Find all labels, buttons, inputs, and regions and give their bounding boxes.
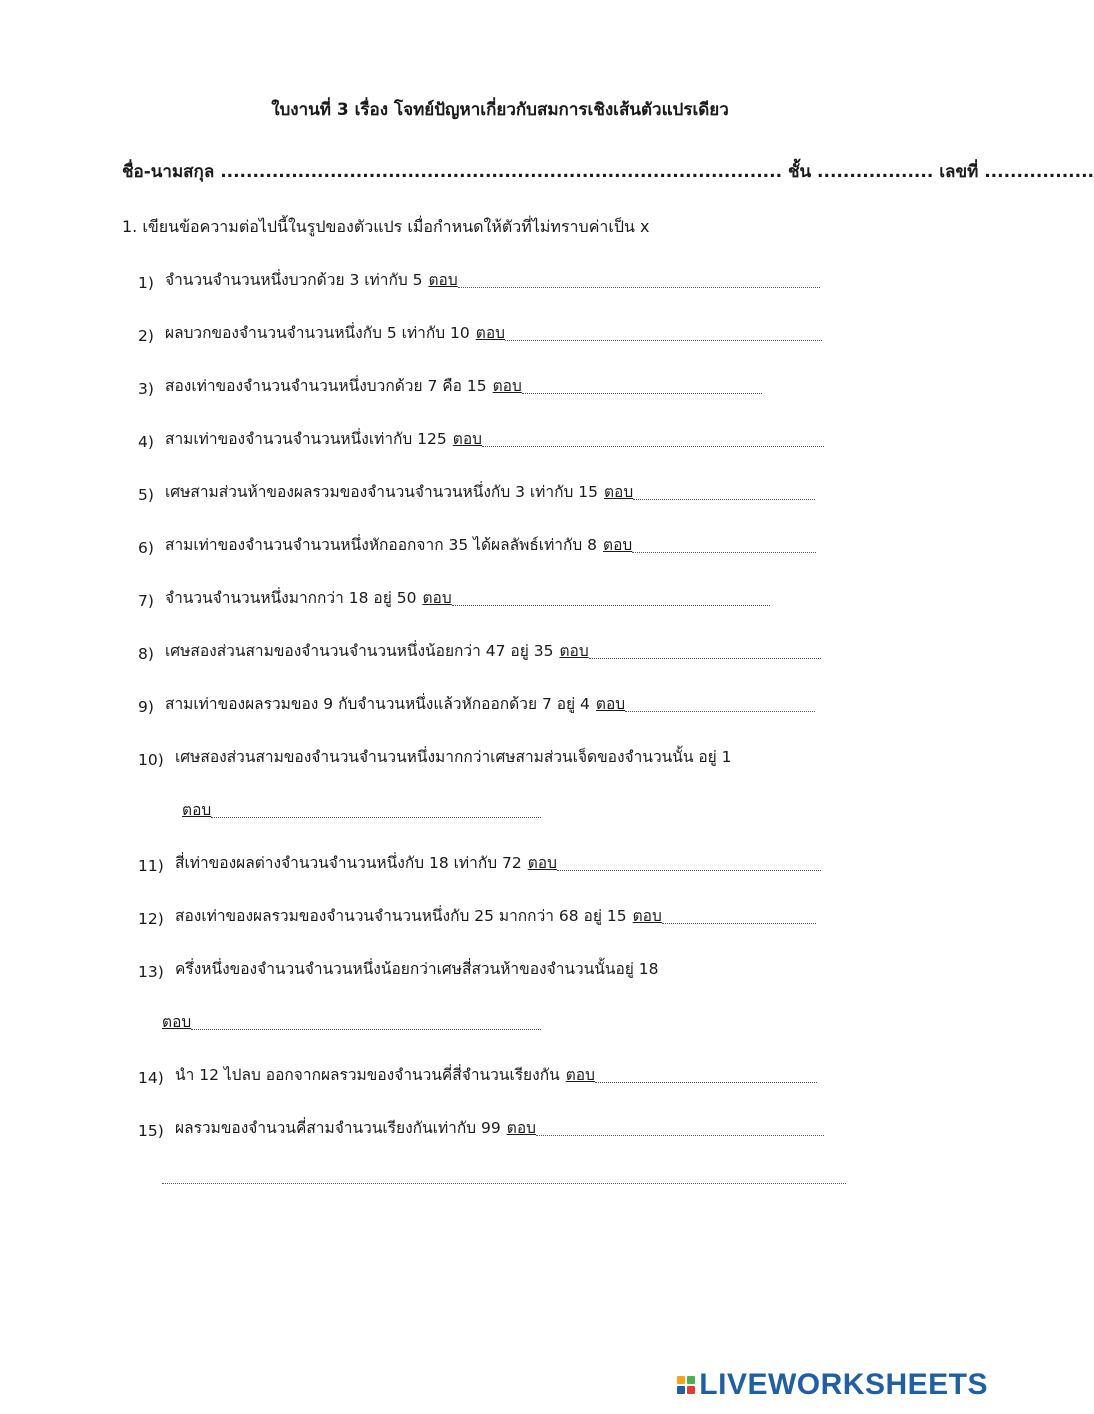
liveworksheets-logo-icon [677, 1376, 695, 1394]
answer-line-11[interactable] [557, 870, 821, 871]
answer-line-5[interactable] [633, 499, 815, 500]
answer-line-15-continued[interactable] [162, 1183, 846, 1184]
answer-label: ตอบ [492, 377, 522, 395]
question-text: ผลรวมของจำนวนคี่สามจำนวนเรียงกันเท่ากับ 99 [175, 1119, 501, 1137]
question-text: เศษสามส่วนห้าของผลรวมของจำนวนจำนวนหนึ่งกับ 3 เท่ากับ 15 [165, 483, 598, 501]
logo-square [677, 1386, 685, 1394]
answer-line-14[interactable] [595, 1082, 817, 1083]
question-number: 12) [138, 910, 164, 928]
question-text: เศษสองส่วนสามของจำนวนจำนวนหนึ่งมากกว่าเศษสามส่วนเจ็ดของจำนวนนั้น อยู่ 1 [175, 748, 732, 766]
question-number: 10) [138, 751, 164, 769]
question-number: 1) [138, 274, 154, 292]
number-label: เลขที่ [939, 162, 979, 182]
question-number: 8) [138, 645, 154, 663]
question-number: 9) [138, 698, 154, 716]
question-5 [138, 478, 815, 504]
answer-line-9[interactable] [625, 711, 815, 712]
class-blank[interactable]: .................. [817, 162, 940, 182]
question-text: สี่เท่าของผลต่างจำนวนจำนวนหนึ่งกับ 18 เท่ากับ 72 [175, 854, 522, 872]
answer-label: ตอบ [182, 801, 212, 819]
question-12 [138, 902, 816, 928]
answer-line-10[interactable] [211, 817, 541, 818]
question-number: 15) [138, 1122, 164, 1140]
answer-label: ตอบ [559, 642, 589, 660]
question-text: สองเท่าของจำนวนจำนวนหนึ่งบวกด้วย 7 คือ 15 [165, 377, 487, 395]
number-blank[interactable]: ................. [984, 162, 1094, 182]
question-number: 7) [138, 592, 154, 610]
question-4 [138, 425, 824, 451]
answer-label: ตอบ [452, 430, 482, 448]
question-text: สามเท่าของผลรวมของ 9 กับจำนวนหนึ่งแล้วหักออกด้วย 7 อยู่ 4 [165, 695, 590, 713]
liveworksheets-brand [677, 1368, 988, 1402]
answer-line-7[interactable] [452, 605, 770, 606]
question-7 [138, 584, 770, 610]
question-text: สองเท่าของผลรวมของจำนวนจำนวนหนึ่งกับ 25 มากกว่า 68 อยู่ 15 [175, 907, 627, 925]
answer-line-12[interactable] [662, 923, 816, 924]
question-text: จำนวนจำนวนหนึ่งบวกด้วย 3 เท่ากับ 5 [165, 271, 423, 289]
question-15 [138, 1114, 824, 1140]
answer-line-1[interactable] [458, 287, 820, 288]
question-10 [138, 743, 732, 769]
answer-label: ตอบ [475, 324, 505, 342]
answer-line-4[interactable] [482, 446, 824, 447]
answer-label: ตอบ [506, 1119, 536, 1137]
answer-label: ตอบ [428, 271, 458, 289]
question-number: 6) [138, 539, 154, 557]
logo-square [687, 1376, 695, 1384]
question-13-answer-row [162, 1008, 541, 1034]
question-text: สามเท่าของจำนวนจำนวนหนึ่งหักออกจาก 35 ได้ผลลัพธ์เท่ากับ 8 [165, 536, 598, 554]
answer-label: ตอบ [162, 1013, 192, 1031]
question-14 [138, 1061, 817, 1087]
answer-label: ตอบ [422, 589, 452, 607]
question-3 [138, 372, 762, 398]
answer-line-6[interactable] [632, 552, 816, 553]
question-number: 3) [138, 380, 154, 398]
logo-square [687, 1386, 695, 1394]
answer-label: ตอบ [632, 907, 662, 925]
question-number: 2) [138, 327, 154, 345]
question-text: จำนวนจำนวนหนึ่งมากกว่า 18 อยู่ 50 [165, 589, 417, 607]
question-text: นำ 12 ไปลบ ออกจากผลรวมของจำนวนคี่สี่จำนวนเรียงกัน [175, 1066, 560, 1084]
question-number: 4) [138, 433, 154, 451]
question-6 [138, 531, 816, 557]
question-text: ผลบวกของจำนวนจำนวนหนึ่งกับ 5 เท่ากับ 10 [165, 324, 470, 342]
answer-label: ตอบ [527, 854, 557, 872]
worksheet-title: ใบงานที่ 3 เรื่อง โจทย์ปัญหาเกี่ยวกับสมการเชิงเส้นตัวแปรเดียว [271, 100, 729, 120]
class-label: ชั้น [787, 162, 812, 182]
question-text: สามเท่าของจำนวนจำนวนหนึ่งเท่ากับ 125 [165, 430, 447, 448]
question-10-answer-row [182, 796, 541, 822]
name-blank[interactable]: ....................................................................................... [220, 162, 788, 182]
answer-label: ตอบ [595, 695, 626, 713]
logo-square [677, 1376, 685, 1384]
question-8 [138, 637, 821, 663]
question-number: 5) [138, 486, 154, 504]
answer-line-8[interactable] [589, 658, 821, 659]
instruction-text: 1. เขียนข้อความต่อไปนี้ในรูปของตัวแปร เมื่อกำหนดให้ตัวที่ไม่ทราบค่าเป็น x [122, 217, 650, 236]
answer-label: ตอบ [603, 536, 633, 554]
answer-line-13[interactable] [191, 1029, 541, 1030]
question-9 [138, 690, 815, 716]
question-11 [138, 849, 821, 875]
question-text: เศษสองส่วนสามของจำนวนจำนวนหนึ่งน้อยกว่า 47 อยู่ 35 [165, 642, 554, 660]
question-number: 11) [138, 857, 164, 875]
answer-label: ตอบ [565, 1066, 595, 1084]
brand-name: LIVEWORKSHEETS [699, 1368, 988, 1401]
question-1 [138, 266, 820, 292]
answer-line-15[interactable] [536, 1135, 824, 1136]
question-number: 13) [138, 963, 164, 981]
answer-line-2[interactable] [505, 340, 822, 341]
student-info-row [122, 158, 1094, 185]
name-label: ชื่อ-นามสกุล [122, 162, 215, 182]
question-13 [138, 955, 659, 981]
question-text: ครึ่งหนึ่งของจำนวนจำนวนหนึ่งน้อยกว่าเศษสี่สวนห้าของจำนวนนั้นอยู่ 18 [175, 960, 659, 978]
answer-label: ตอบ [603, 483, 634, 501]
question-2 [138, 319, 822, 345]
question-number: 14) [138, 1069, 164, 1087]
answer-line-3[interactable] [522, 393, 762, 394]
